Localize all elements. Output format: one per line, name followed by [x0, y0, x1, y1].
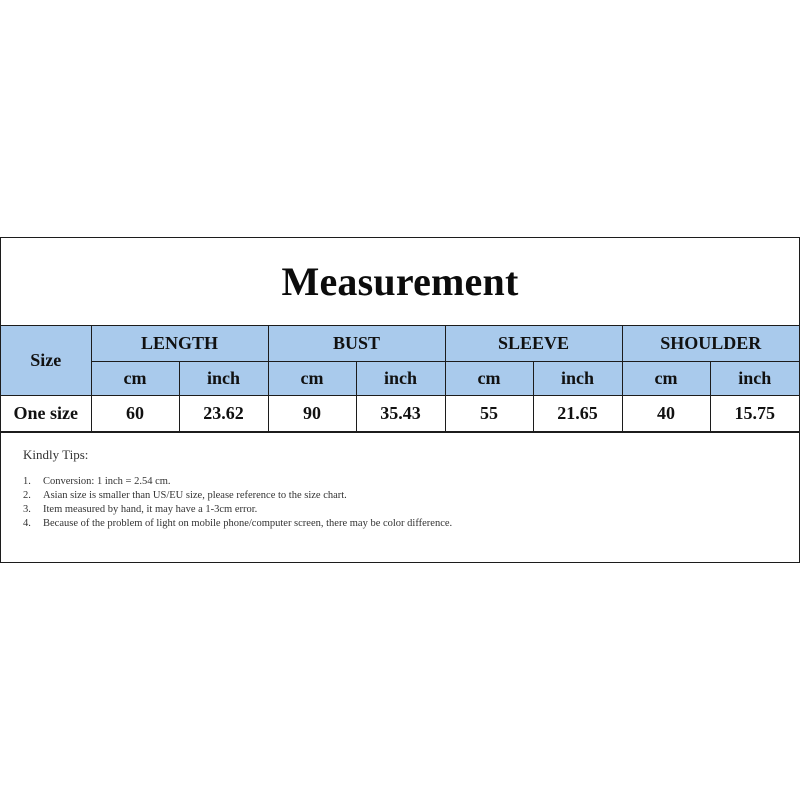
tips-title: Kindly Tips:: [23, 446, 89, 462]
unit-header-row: [1, 361, 799, 395]
group-header-length: LENGTH: [91, 326, 268, 361]
chart-title: Measurement: [1, 238, 799, 326]
size-cell: One size: [1, 395, 91, 431]
unit-header: cm: [91, 361, 179, 395]
list-item: [23, 475, 799, 489]
value-cell: 15.75: [710, 395, 799, 431]
value-cell: 35.43: [356, 395, 445, 431]
value-cell: 90: [268, 395, 356, 431]
size-table: [1, 326, 799, 432]
tip-number: 3.: [23, 503, 31, 515]
unit-header: inch: [533, 361, 622, 395]
table-row: [1, 395, 799, 431]
unit-header: inch: [179, 361, 268, 395]
size-chart: [0, 237, 800, 563]
unit-header: inch: [356, 361, 445, 395]
size-header: Size: [1, 326, 91, 395]
group-header-bust: BUST: [268, 326, 445, 361]
tip-number: 1.: [23, 475, 31, 487]
group-header-row: [1, 326, 799, 361]
value-cell: 40: [622, 395, 710, 431]
unit-header: cm: [268, 361, 356, 395]
value-cell: 55: [445, 395, 533, 431]
tip-text: Asian size is smaller than US/EU size, please reference to the size chart.: [43, 489, 347, 501]
group-header-sleeve: SLEEVE: [445, 326, 622, 361]
list-item: [23, 517, 799, 531]
tips-section: [1, 432, 799, 564]
list-item: [23, 489, 799, 503]
unit-header: cm: [622, 361, 710, 395]
value-cell: 23.62: [179, 395, 268, 431]
list-item: [23, 503, 799, 517]
value-cell: 21.65: [533, 395, 622, 431]
tips-list: [23, 475, 799, 531]
tip-text: Because of the problem of light on mobile phone/computer screen, there may be color difference.: [43, 517, 453, 529]
tip-text: Conversion: 1 inch = 2.54 cm.: [43, 475, 171, 487]
tip-text: Item measured by hand, it may have a 1-3cm error.: [43, 503, 258, 515]
tip-number: 4.: [23, 517, 31, 529]
tip-number: 2.: [23, 489, 31, 501]
unit-header: cm: [445, 361, 533, 395]
group-header-shoulder: SHOULDER: [622, 326, 799, 361]
value-cell: 60: [91, 395, 179, 431]
unit-header: inch: [710, 361, 799, 395]
